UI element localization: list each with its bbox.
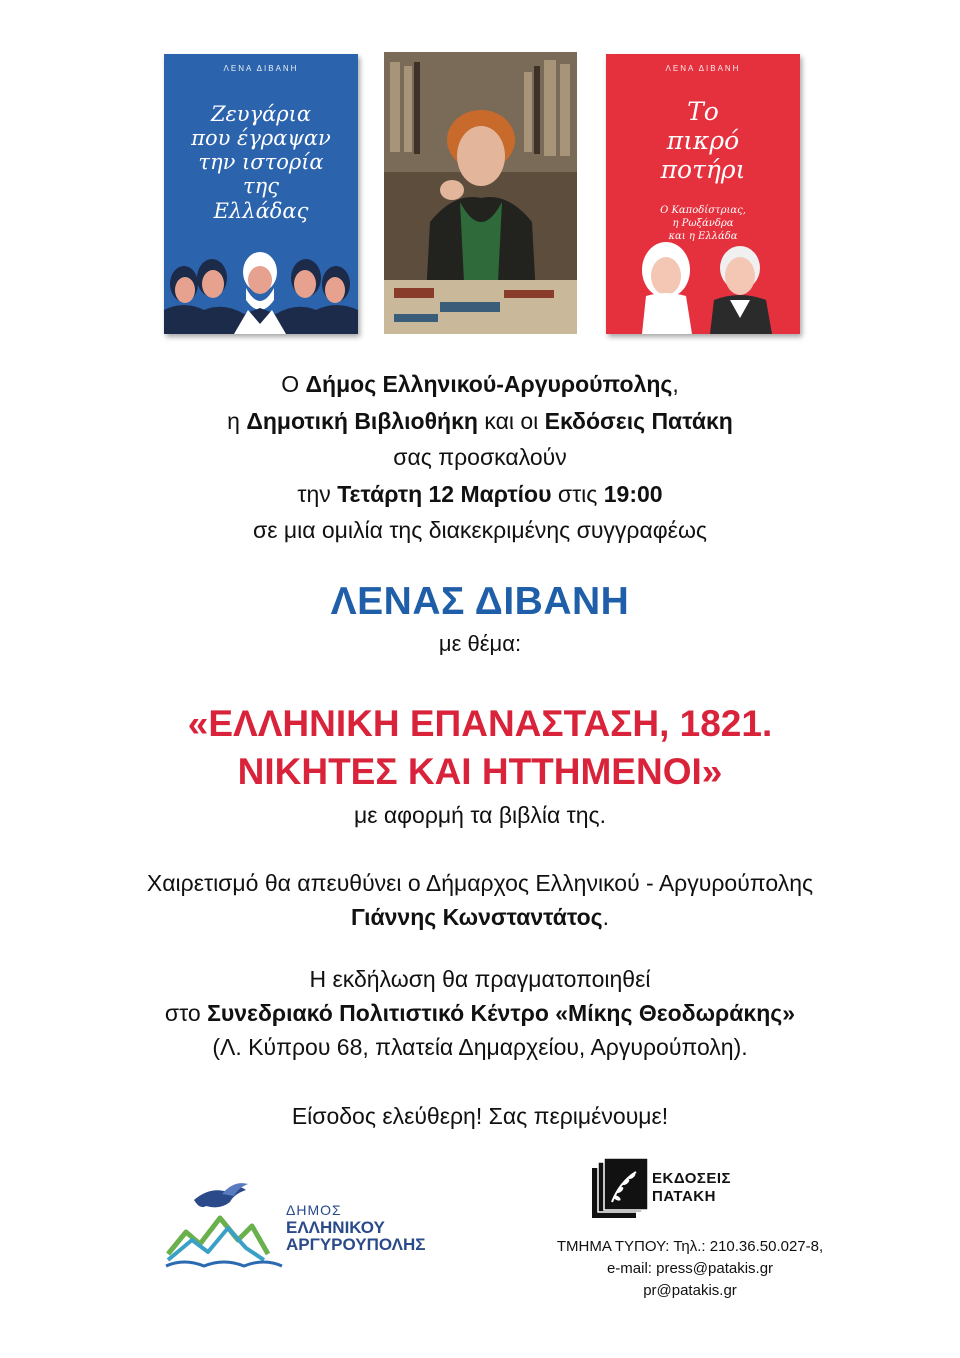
invite-line: σας προσκαλούν	[393, 444, 567, 470]
book-cover-zeygaria	[164, 54, 358, 334]
subject-label: με θέμα:	[438, 631, 522, 656]
logo-line: ΑΡΓΥΡΟΥΠΟΛΗΣ	[286, 1235, 426, 1254]
municipality-logo-text	[286, 1202, 425, 1253]
speaker-name: ΛΕΝΑΣ ΔΙΒΑΝΗ	[330, 580, 630, 623]
publisher-logo	[590, 1158, 750, 1222]
cover-subtitle-line: η Ρωξάνδρα	[672, 218, 734, 229]
organizer-publisher: Εκδόσεις Πατάκη	[544, 407, 733, 434]
cover-title-line: ποτήρι	[660, 154, 746, 184]
organizer-library: Δημοτική Βιβλιοθήκη	[246, 407, 478, 434]
venue-line: Η εκδήλωση θα πραγματοποιηθεί	[309, 966, 651, 992]
cover-title-line: Το	[687, 97, 719, 126]
organizer-municipality: Δήμος Ελληνικού-Αργυρούπολης	[305, 371, 673, 397]
invite-line	[0, 403, 960, 440]
logo-line: ΠΑΤΑΚΗ	[652, 1188, 716, 1205]
greeting-line: Χαιρετισμό θα απευθύνει ο Δήμαρχος Ελληνικού - Αργυρούπολης	[146, 870, 814, 896]
cover-title	[606, 98, 800, 184]
text: ,	[672, 371, 679, 397]
venue-line	[0, 996, 960, 1030]
greeting-line	[0, 900, 960, 934]
venue-address: (Λ. Κύπρου 68, πλατεία Δημαρχείου, Αργυρούπολη).	[212, 1034, 748, 1060]
mayor-name: Γιάννης Κωνσταντάτος	[351, 904, 603, 930]
venue-name: Συνεδριακό Πολιτιστικό Κέντρο «Μίκης Θεοδωράκης»	[207, 1000, 796, 1026]
dove-mountains-icon	[164, 1180, 294, 1270]
author-photo-illustration	[384, 52, 577, 334]
entry-note: Είσοδος ελεύθερη! Σας περιμένουμε!	[291, 1103, 669, 1129]
publisher-logo-text	[652, 1170, 731, 1206]
venue-text	[0, 962, 960, 1064]
invite-line	[0, 366, 960, 403]
logo-line: ΔΗΜΟΣ	[286, 1202, 342, 1218]
text: την	[297, 480, 338, 507]
invite-line	[0, 476, 960, 513]
header-images	[0, 52, 960, 336]
cover-subtitle-line: Ο Καποδίστριας,	[660, 205, 746, 216]
topic-occasion: με αφορμή τα βιβλία της.	[353, 802, 607, 828]
cover-title-line: Ελλάδας	[213, 198, 309, 223]
cover-author: ΛΕΝΑ ΔΙΒΑΝΗ	[223, 64, 299, 73]
text: .	[602, 904, 609, 930]
cover-author: ΛΕΝΑ ΔΙΒΑΝΗ	[665, 64, 741, 73]
text: η	[227, 407, 247, 434]
text: και οι	[477, 407, 545, 434]
cover-title-line: που έγραψαν	[191, 126, 331, 151]
topic-line: «ΕΛΛΗΝΙΚΗ ΕΠΑΝΑΣΤΑΣΗ, 1821.	[187, 703, 773, 744]
cover-title-line: Ζευγάρια	[210, 102, 312, 126]
greeting-text	[0, 866, 960, 934]
cover-illustration-faces	[164, 244, 358, 334]
text: στις	[551, 480, 604, 507]
pr-email: pr@patakis.gr	[643, 1282, 737, 1299]
municipality-logo	[164, 1180, 444, 1270]
invitation-text	[0, 366, 960, 549]
press-contact	[460, 1236, 920, 1302]
press-email: e-mail: press@patakis.gr	[606, 1260, 774, 1277]
logo-line: ΕΚΔΟΣΕΙΣ	[652, 1170, 732, 1187]
event-date: Τετάρτη 12 Μαρτίου	[337, 480, 552, 507]
press-phone: ΤΜΗΜΑ ΤΥΠΟΥ: Τηλ.: 210.36.50.027-8,	[556, 1238, 824, 1255]
text: στο	[164, 1000, 208, 1026]
event-time: 19:00	[603, 480, 663, 507]
logo-line: ΕΛΛΗΝΙΚΟΥ	[286, 1218, 385, 1237]
topic-line: ΝΙΚΗΤΕΣ ΚΑΙ ΗΤΤΗΜΕΝΟΙ»	[237, 751, 723, 792]
book-cover-pikro-potiri	[606, 54, 800, 334]
talk-topic	[0, 700, 960, 796]
cover-title	[164, 102, 358, 223]
cover-title-line: πικρό	[666, 125, 740, 155]
cover-title-line: την ιστορία	[198, 150, 324, 175]
cover-illustration-couple	[606, 234, 800, 334]
author-photo	[384, 52, 577, 334]
cover-title-line: της	[243, 174, 279, 199]
cover-subtitle-line: και η Ελλάδα	[668, 231, 738, 242]
invite-line: σε μια ομιλία της διακεκριμένης συγγραφέως	[253, 517, 707, 543]
books-icon	[590, 1158, 650, 1222]
text: Ο	[281, 371, 306, 397]
